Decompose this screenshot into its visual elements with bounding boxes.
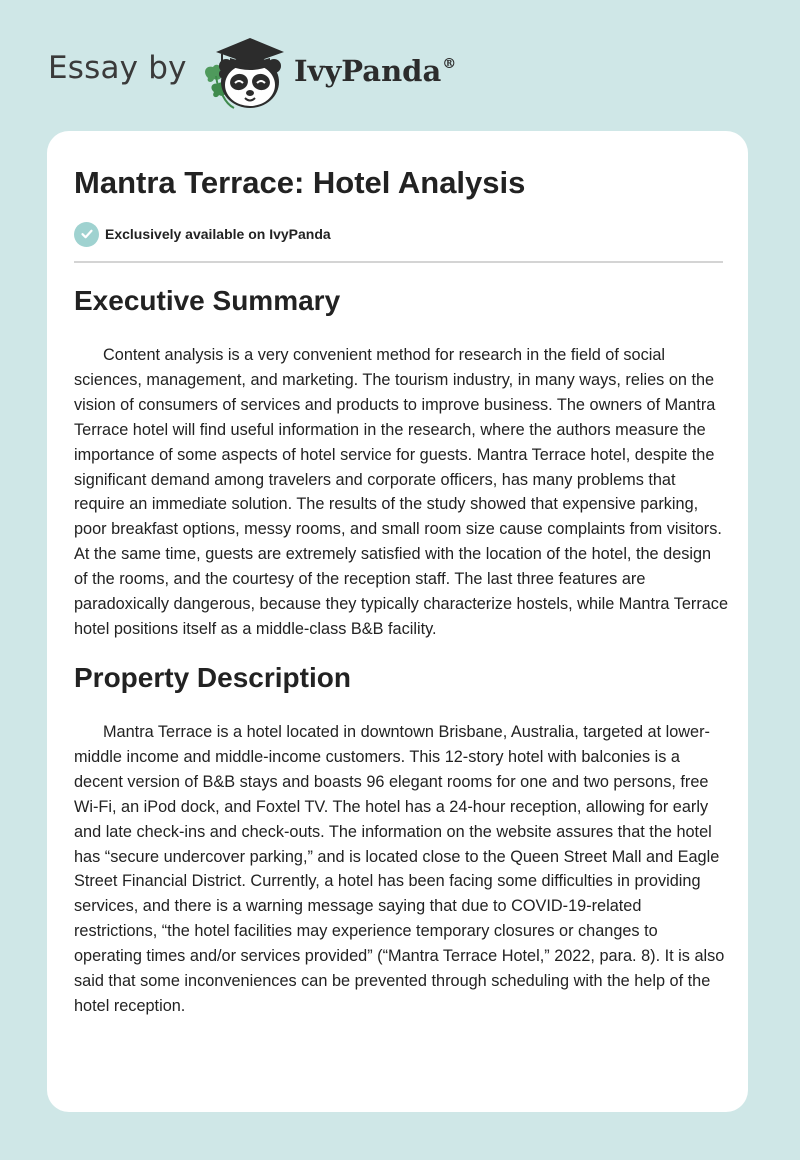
site-header (48, 26, 648, 116)
registered-mark: ® (442, 56, 457, 72)
page-title: Mantra Terrace: Hotel Analysis (74, 165, 526, 200)
title-divider (74, 261, 723, 263)
section-heading-property-description: Property Description (74, 662, 351, 693)
essay-card (47, 131, 748, 1112)
executive-summary-paragraph: Content analysis is a very convenient method for research in the field of social sciences, management, and marketing. The tourism industry, in many ways, relies on the vision of consumers of services and products to improve business. The owners of Mantra Terrace hotel will find useful information in the research, where the authors measure the importance of some aspects of hotel service for guests. Mantra Terrace hotel, despite the significant demand among travelers and corporate officers, has many problems that require an immediate solution. The results of the study showed that expensive parking, poor breakfast options, messy rooms, and small room size cause complaints from visitors. At the same time, guests are extremely satisfied with the location of the hotel, the design of the rooms, and the courtesy of the reception staff. The last three features are paradoxically dangerous, because they typically characterize hostels, while Mantra Terrace hotel positions itself as a middle-class B&B facility. (74, 346, 728, 638)
exclusive-badge (74, 221, 331, 247)
ivypanda-brand-name[interactable] (294, 54, 456, 88)
brand-text: IvyPanda (294, 54, 442, 88)
essay-by-label: Essay by (48, 50, 187, 86)
ivypanda-logo-icon[interactable] (200, 32, 290, 114)
exclusive-badge-text: Exclusively available on IvyPanda (105, 226, 331, 242)
section-heading-executive-summary: Executive Summary (74, 285, 341, 316)
property-description-paragraph: Mantra Terrace is a hotel located in downtown Brisbane, Australia, targeted at lower-middle income and middle-income customers. This 12-story hotel with balconies is a decent version of B&B stays and boasts 96 elegant rooms for one and two persons, free Wi-Fi, an iPod dock, and Foxtel TV. The hotel has a 24-hour reception, allowing for early and late check-ins and check-outs. The information on the website assures that the hotel has “secure undercover parking,” and is located close to the Queen Street Mall and Eagle Street Financial District. Currently, a hotel has been facing some difficulties in providing services, and there is a warning message saying that due to COVID-19-related restrictions, “the hotel facilities may experience temporary closures or changes to operating times and/or services provided” (“Mantra Terrace Hotel,” 2022, para. 8). It is also said that some inconveniences can be prevented through scheduling with the help of the hotel reception. (74, 723, 725, 1015)
check-circle-icon (74, 222, 99, 247)
